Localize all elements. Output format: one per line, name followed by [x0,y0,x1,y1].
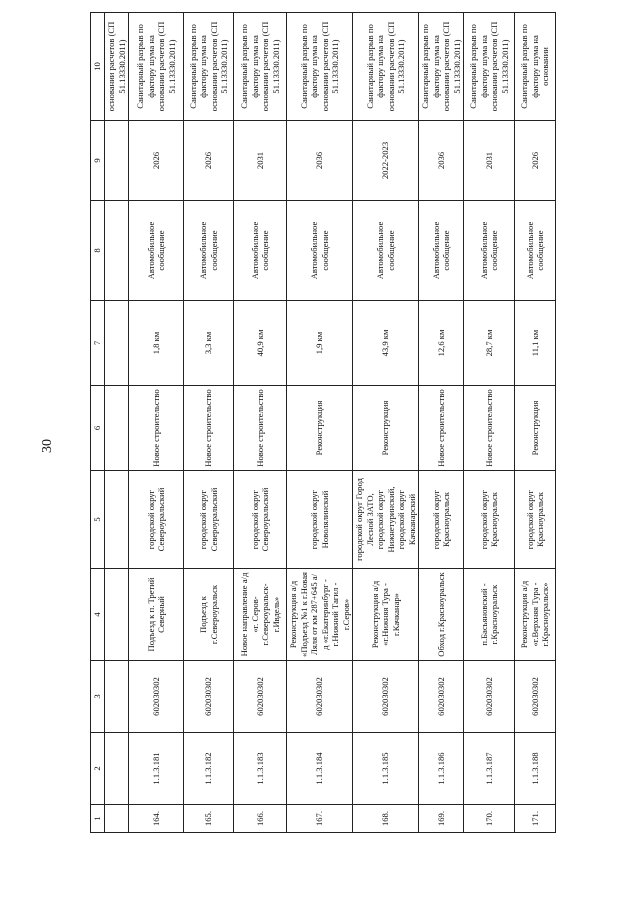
object-code-cell: 602030302 [464,661,515,733]
header-cell: 4 [91,569,105,661]
purpose-cell: Автомобильное сообщение [419,201,464,301]
year-cell: 2026 [184,121,234,201]
length-cell: 11,1 км [515,301,556,386]
year-cell: 2031 [234,121,287,201]
object-code-cell: 602030302 [184,661,234,733]
object-code-cell: 602030302 [287,661,353,733]
district-cell: городской округ Красноуральск [464,471,515,569]
row-number-cell: 169. [419,805,464,833]
table-row [353,13,419,833]
year-cell: 2022-2023 [353,121,419,201]
object-name-cell: Реконструкция а/д «г.Верхняя Тура - г.Красноуральск» [515,569,556,661]
header-cell: 8 [91,201,105,301]
district-cell: городской округ Североуральский [129,471,184,569]
row-number-cell: 170. [464,805,515,833]
object-id-cell: 1.1.3.188 [515,733,556,805]
table-cell [105,805,129,833]
work-type-cell: Реконструкция [353,386,419,471]
header-cell: 6 [91,386,105,471]
year-cell: 2036 [419,121,464,201]
table-cell [105,121,129,201]
year-cell: 2031 [464,121,515,201]
sanitary-zone-cell: Санитарный разрыв по фактору шума на основании расчетов (СП 51.13330.2011) [464,13,515,121]
table-cell [105,733,129,805]
table-cell [105,201,129,301]
table-row [464,13,515,833]
object-name-cell: Реконструкция а/д «г.Нижняя Тура - г.Качканар» [353,569,419,661]
object-id-cell: 1.1.3.182 [184,733,234,805]
table-row [184,13,234,833]
header-cell: 7 [91,301,105,386]
purpose-cell: Автомобильное сообщение [464,201,515,301]
header-row [91,13,105,833]
row-number-cell: 165. [184,805,234,833]
header-cell: 5 [91,471,105,569]
purpose-cell: Автомобильное сообщение [234,201,287,301]
district-cell: городской округ Североуральский [184,471,234,569]
work-type-cell: Реконструкция [287,386,353,471]
year-cell: 2026 [129,121,184,201]
length-cell: 1,8 км [129,301,184,386]
year-cell: 2026 [515,121,556,201]
row-number-cell: 168. [353,805,419,833]
length-cell: 28,7 км [464,301,515,386]
rotated-table-wrapper [90,13,580,833]
object-name-cell: Новое направление а/д «г. Серов-г.Североуральск-г.Ивдель» [234,569,287,661]
object-id-cell: 1.1.3.185 [353,733,419,805]
sanitary-zone-cell: Санитарный разрыв по фактору шума на основании расчетов (СП 51.13330.2011) [419,13,464,121]
sanitary-zone-cell: Санитарный разрыв по фактору шума на основании расчетов (СП 51.13330.2011) [353,13,419,121]
year-cell: 2036 [287,121,353,201]
header-cell: 2 [91,733,105,805]
table-cell [105,471,129,569]
sanitary-zone-cell: Санитарный разрыв по фактору шума на основании расчетов (СП 51.13330.2011) [184,13,234,121]
row-number-cell: 166. [234,805,287,833]
work-type-cell: Новое строительство [129,386,184,471]
object-id-cell: 1.1.3.184 [287,733,353,805]
object-name-cell: Реконструкция а/д «Подъезд №1 к г.Новая Ляля от км 287+645 а/д «г.Екатеринбург - г.Нижний Тагил - г.Серов» [287,569,353,661]
continuation-row [105,13,129,833]
table-cell [105,386,129,471]
length-cell: 12,6 км [419,301,464,386]
sanitary-zone-cell: Санитарный разрыв по фактору шума на основании расчетов (СП 51.13330.2011) [287,13,353,121]
table-row [234,13,287,833]
district-cell: городской округ Красноуральск [515,471,556,569]
purpose-cell: Автомобильное сообщение [184,201,234,301]
object-code-cell: 602030302 [515,661,556,733]
object-id-cell: 1.1.3.187 [464,733,515,805]
header-cell: 1 [91,805,105,833]
length-cell: 3,3 км [184,301,234,386]
table-cell [105,661,129,733]
district-cell: городской округ Североуральский [234,471,287,569]
sanitary-zone-cell: Санитарный разрыв по фактору шума на основании [515,13,556,121]
work-type-cell: Новое строительство [184,386,234,471]
table-row [419,13,464,833]
work-type-cell: Реконструкция [515,386,556,471]
district-cell: городской округ Новолялинский [287,471,353,569]
object-name-cell: Подъезд к п. Третий Северный [129,569,184,661]
sanitary-zone-cell: Санитарный разрыв по фактору шума на основании расчетов (СП 51.13330.2011) [129,13,184,121]
object-name-cell: п.Басьяновский - г.Красноуральск [464,569,515,661]
sanitary-zone-cell: Санитарный разрыв по фактору шума на основании расчетов (СП 51.13330.2011) [234,13,287,121]
object-id-cell: 1.1.3.181 [129,733,184,805]
length-cell: 40,9 км [234,301,287,386]
length-cell: 43,9 км [353,301,419,386]
purpose-cell: Автомобильное сообщение [129,201,184,301]
object-name-cell: Подъезд к г.Североуральск [184,569,234,661]
row-number-cell: 164. [129,805,184,833]
table-row [129,13,184,833]
table-row [287,13,353,833]
work-type-cell: Новое строительство [234,386,287,471]
object-code-cell: 602030302 [129,661,184,733]
header-cell: 10 [91,13,105,121]
object-code-cell: 602030302 [234,661,287,733]
objects-table [90,12,556,833]
object-code-cell: 602030302 [353,661,419,733]
row-number-cell: 167. [287,805,353,833]
purpose-cell: Автомобильное сообщение [353,201,419,301]
purpose-cell: Автомобильное сообщение [515,201,556,301]
table-cell [105,569,129,661]
length-cell: 1,9 км [287,301,353,386]
object-code-cell: 602030302 [419,661,464,733]
sanitary-zone-cell: основании расчетов (СП 51.13330.2011) [105,13,129,121]
district-cell: городской округ Город Лесной ЗАТО, городской округ Нижнетуринский, городской округ Качканарский [353,471,419,569]
page-number: 30 [40,439,55,453]
object-id-cell: 1.1.3.183 [234,733,287,805]
district-cell: городской округ Красноуральск [419,471,464,569]
work-type-cell: Новое строительство [464,386,515,471]
row-number-cell: 171. [515,805,556,833]
object-id-cell: 1.1.3.186 [419,733,464,805]
purpose-cell: Автомобильное сообщение [287,201,353,301]
work-type-cell: Новое строительство [419,386,464,471]
header-cell: 9 [91,121,105,201]
object-name-cell: Обход г.Красноуральск [419,569,464,661]
header-cell: 3 [91,661,105,733]
table-row [515,13,556,833]
table-cell [105,301,129,386]
